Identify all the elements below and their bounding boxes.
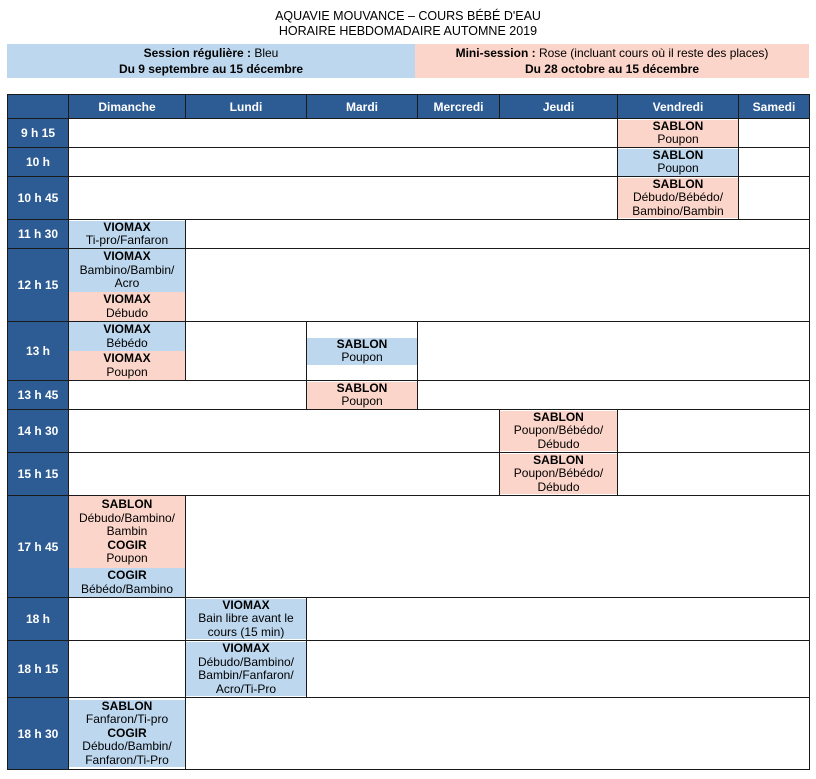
class-block: SABLON Poupon/Bébédo/ Débudo	[500, 454, 617, 495]
class-block: SABLON Poupon	[618, 149, 738, 176]
time-label: 13 h	[8, 322, 69, 381]
day-header: Mardi	[307, 95, 418, 119]
time-label: 15 h 15	[8, 453, 69, 496]
class-cell	[618, 177, 739, 220]
time-label: 11 h 30	[8, 220, 69, 249]
class-cell	[500, 453, 618, 496]
class-cell	[186, 598, 307, 641]
class-cell	[618, 148, 739, 177]
time-row	[8, 381, 810, 410]
time-row	[8, 598, 810, 641]
time-row	[8, 496, 810, 598]
time-row	[8, 177, 810, 220]
class-block: SABLON Poupon	[307, 382, 417, 409]
empty-cell	[186, 249, 810, 322]
day-header: Vendredi	[618, 95, 739, 119]
time-row	[8, 148, 810, 177]
empty-cell	[186, 698, 810, 770]
empty-cell	[69, 641, 186, 698]
class-cell	[69, 249, 186, 322]
time-label: 18 h 15	[8, 641, 69, 698]
class-cell	[69, 496, 186, 598]
day-header: Dimanche	[69, 95, 186, 119]
class-cell	[618, 119, 739, 148]
class-block: SABLON Poupon	[307, 338, 417, 365]
regular-session-legend: Session régulière : Bleu Du 9 septembre au 15 décembre	[7, 44, 415, 78]
empty-cell	[618, 410, 810, 453]
day-header: Samedi	[739, 95, 810, 119]
mini-session-legend: Mini-session : Rose (incluant cours où il reste des places) Du 28 octobre au 15 décembre	[415, 44, 809, 78]
empty-cell	[739, 148, 810, 177]
time-label: 17 h 45	[8, 496, 69, 598]
class-cell	[500, 410, 618, 453]
time-label: 10 h 45	[8, 177, 69, 220]
time-label: 13 h 45	[8, 381, 69, 410]
time-label: 14 h 30	[8, 410, 69, 453]
class-block: SABLON Poupon/Bébédo/ Débudo	[500, 411, 617, 452]
empty-cell	[69, 598, 186, 641]
class-block: VIOMAX Bain libre avant le cours (15 min)	[186, 599, 306, 640]
schedule-title-line2: HORAIRE HEBDOMADAIRE AUTOMNE 2019	[278, 24, 538, 38]
time-row	[8, 249, 810, 322]
time-label: 9 h 15	[8, 119, 69, 148]
empty-cell	[307, 641, 810, 698]
class-block: SABLON Fanfaron/Ti-pro COGIR Débudo/Bambin/ Fanfaron/Ti-Pro	[69, 700, 185, 768]
empty-cell	[186, 220, 810, 249]
time-row	[8, 322, 810, 381]
empty-cell	[69, 453, 500, 496]
day-header: Mercredi	[418, 95, 500, 119]
class-cell	[307, 381, 418, 410]
class-cell	[69, 322, 186, 381]
day-header-row	[8, 95, 810, 119]
class-block: VIOMAX Débudo/Bambino/ Bambin/Fanfaron/ Acro/Ti-Pro	[186, 642, 306, 696]
class-block: VIOMAX Débudo	[69, 292, 185, 321]
class-block: VIOMAX Poupon	[69, 351, 185, 380]
empty-cell	[69, 119, 618, 148]
empty-cell	[69, 148, 618, 177]
empty-cell	[69, 381, 307, 410]
empty-cell	[186, 322, 307, 381]
empty-cell	[69, 410, 500, 453]
empty-cell	[69, 177, 618, 220]
weekly-schedule-table	[7, 94, 810, 770]
time-row	[8, 410, 810, 453]
day-header: Jeudi	[500, 95, 618, 119]
time-row	[8, 220, 810, 249]
class-block: VIOMAX Bambino/Bambin/ Acro	[69, 249, 185, 292]
empty-cell	[418, 381, 810, 410]
class-block: SABLON Débudo/Bambino/ Bambin COGIR Poupon	[69, 496, 185, 568]
time-label: 10 h	[8, 148, 69, 177]
day-header: Lundi	[186, 95, 307, 119]
time-row	[8, 698, 810, 770]
empty-cell	[307, 598, 810, 641]
empty-cell	[739, 119, 810, 148]
empty-cell	[186, 496, 810, 598]
empty-cell	[418, 322, 810, 381]
class-block: COGIR Bébédo/Bambino	[69, 568, 185, 597]
empty-cell	[618, 453, 810, 496]
class-block: SABLON Débudo/Bébédo/ Bambino/Bambin	[618, 178, 738, 219]
regular-session-dates: Du 9 septembre au 15 décembre	[118, 62, 304, 76]
class-cell	[69, 698, 186, 770]
class-cell	[186, 641, 307, 698]
time-label: 12 h 15	[8, 249, 69, 322]
schedule-title-line1: AQUAVIE MOUVANCE – COURS BÉBÉ D'EAU	[275, 9, 541, 23]
time-row	[8, 119, 810, 148]
class-block: VIOMAX Bébédo	[69, 322, 185, 351]
class-cell	[307, 322, 418, 381]
corner-cell	[8, 95, 69, 119]
time-row	[8, 641, 810, 698]
empty-cell	[739, 177, 810, 220]
time-label: 18 h	[8, 598, 69, 641]
time-label: 18 h 30	[8, 698, 69, 770]
class-cell	[69, 220, 186, 249]
class-block: SABLON Poupon	[618, 120, 738, 147]
time-row	[8, 453, 810, 496]
class-block: VIOMAX Ti-pro/Fanfaron	[69, 221, 185, 248]
mini-session-dates: Du 28 octobre au 15 décembre	[524, 62, 700, 76]
